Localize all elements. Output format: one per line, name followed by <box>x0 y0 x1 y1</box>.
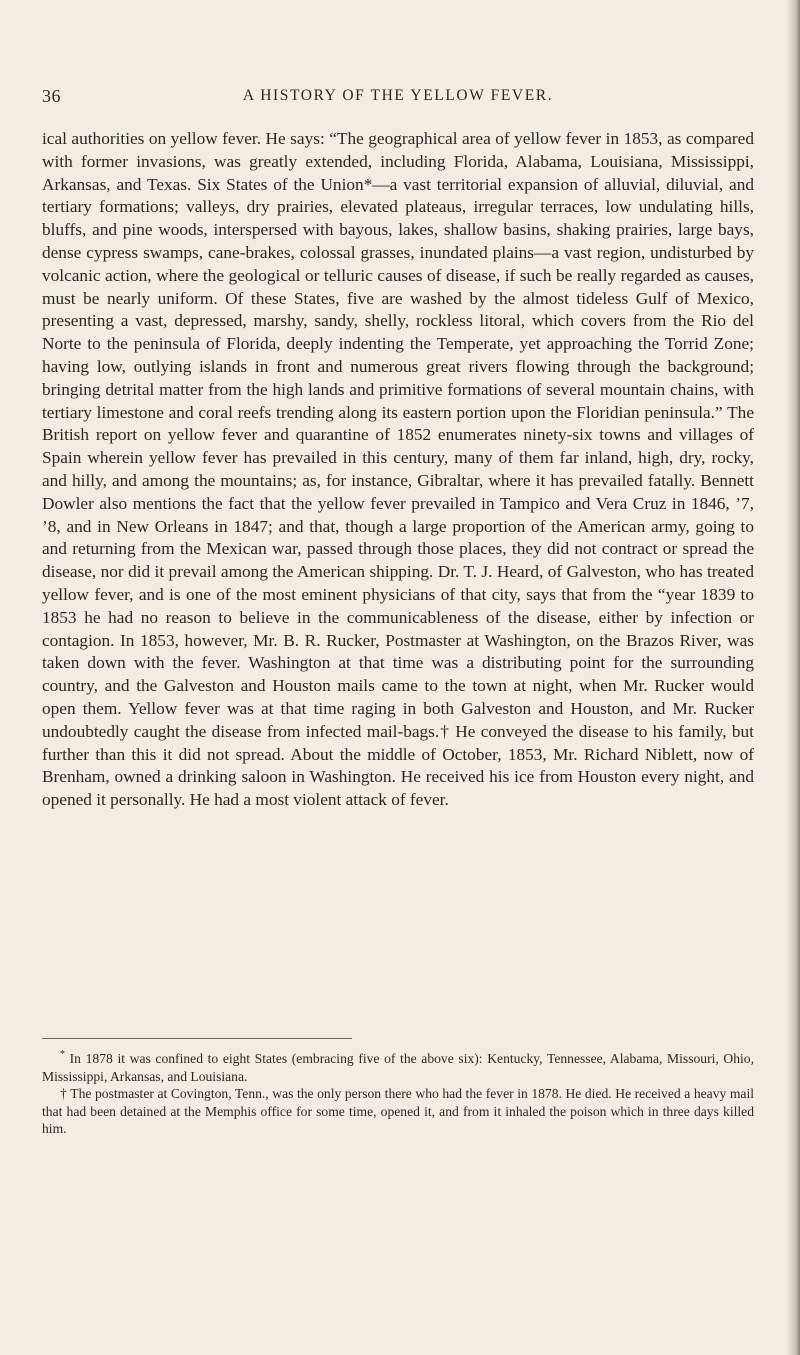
page-number: 36 <box>42 86 61 106</box>
footnote-text: The postmaster at Covington, Tenn., was the only person there who had the fever in 1878. He died. He received a heavy mail that had been detained at the Memphis office for some time, opened it, and from it inhaled the poison which in three days killed him. <box>42 1086 755 1137</box>
running-head: A HISTORY OF THE YELLOW FEVER. <box>242 87 554 104</box>
page-header <box>42 86 754 110</box>
footnote-1 <box>42 1050 754 1085</box>
body-paragraph: ical authorities on yellow fever. He says: “The geographical area of yellow fever in 1853, as compared with former invasions, was greatly extended, including Florida, Alabama, Louisiana, Mississippi, Arkansas, and Texas. Six States of the Union*—a vast territorial expansion of alluvial, diluvial, and tertiary formations; valleys, dry prairies, elevated plateaus, irregular terraces, low undulating hills, bluffs, and pine woods, interspersed with bayous, lakes, shallow basins, shaking prairies, large bays, dense cypress swamps, cane-brakes, colossal grasses, inundated plains—a vast region, undisturbed by volcanic action, where the geological or telluric causes of disease, if such be really regarded as causes, must be nearly uniform. Of these States, five are washed by the almost tideless Gulf of Mexico, presenting a vast, depressed, marshy, sandy, shelly, rockless litoral, which covers from the Rio del Norte to the peninsula of Florida, deeply indenting the Temperate, yet approaching the Torrid Zone; having low, outlying islands in front and numerous great rivers flowing through the background; bringing detrital matter from the high lands and primitive formations of several mountain chains, with tertiary limestone and coral reefs trending along its eastern portion upon the Floridian peninsula.” The British report on yellow fever and quarantine of 1852 enumerates ninety-six towns and villages of Spain wherein yellow fever has prevailed in this century, many of them far inland, high, dry, rocky, and hilly, and among the mountains; as, for instance, Gibraltar, where it has prevailed fatally. Bennett Dowler also mentions the fact that the yellow fever prevailed in Tampico and Vera Cruz in 1846, ’7, ’8, and in New Orleans in 1847; and that, though a large proportion of the American army, going to and returning from the Mexican war, passed through those places, they did not contract or spread the disease, nor did it prevail among the American shipping. Dr. T. J. Heard, of Galveston, who has treated yellow fever, and is one of the most eminent physicians of that city, says that from the “year 1839 to 1853 he had no reason to believe in the communicableness of the disease, either by infection or contagion. In 1853, however, Mr. B. R. Rucker, Postmaster at Washington, on the Brazos River, was taken down with the fever. Washington at that time was a distributing point for the surrounding country, and the Galveston and Houston mails came to the town at night, when Mr. Rucker would open them. Yellow fever was at that time raging in both Galveston and Houston, and Mr. Rucker undoubtedly caught the disease from infected mail-bags.† He conveyed the disease to his family, but further than this it did not spread. About the middle of October, 1853, Mr. Richard Niblett, now of Brenham, owned a drinking saloon in Washington. He received his ice from Houston every night, and opened it personally. He had a most violent attack of fever. <box>42 129 754 810</box>
footnote-2 <box>42 1085 754 1138</box>
footnote-mark: † <box>60 1086 67 1102</box>
page-edge-shadow <box>786 0 800 1355</box>
footnote-mark: * <box>60 1049 65 1060</box>
footnote-text: In 1878 it was confined to eight States (embracing five of the above six): Kentucky, Tennessee, Alabama, Missouri, Ohio, Mississippi, Arkansas, and Louisiana. <box>42 1051 755 1084</box>
footnote-divider <box>42 1038 352 1039</box>
footnotes <box>42 1050 754 1138</box>
